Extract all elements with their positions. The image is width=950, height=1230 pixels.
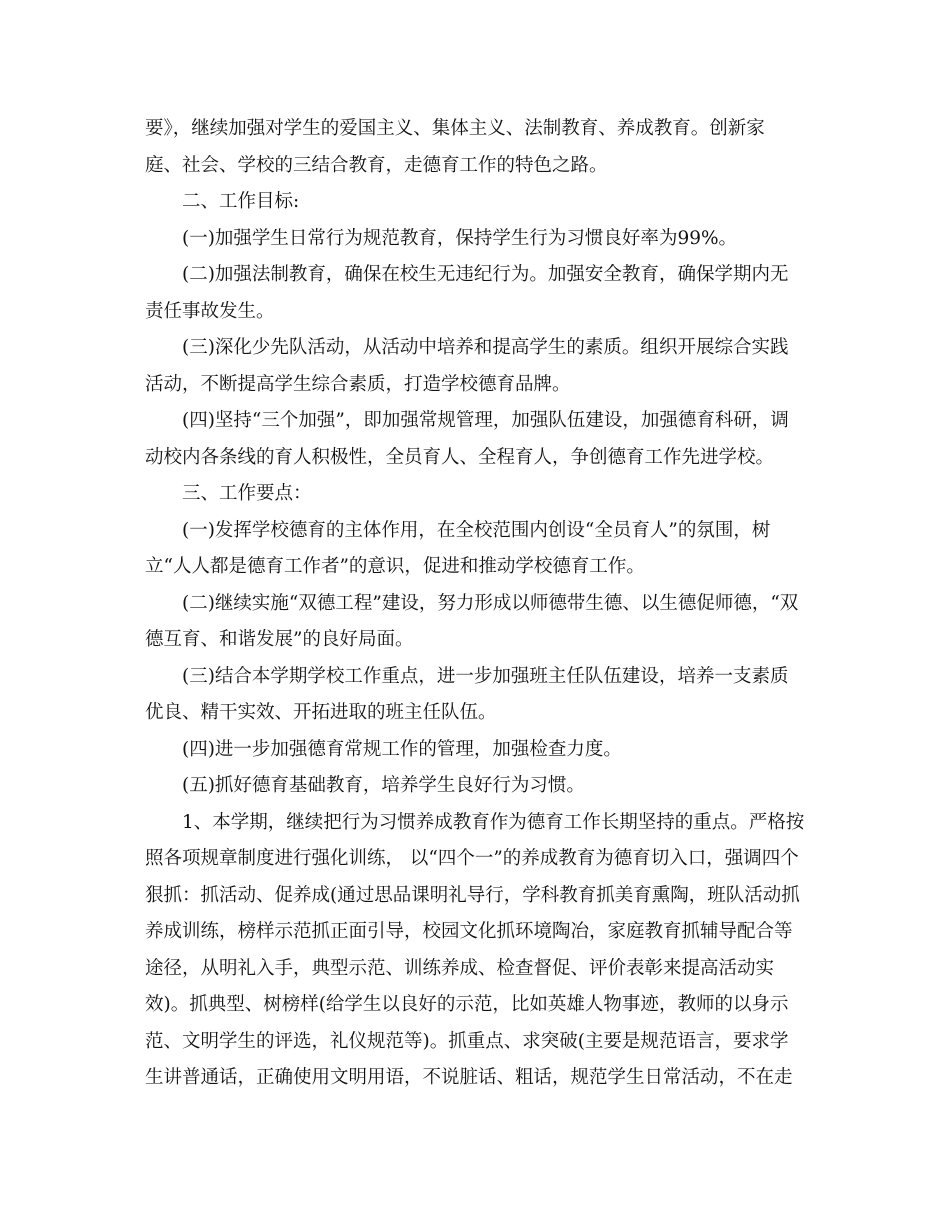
text-line: 狠抓：抓活动、促养成(通过思品课明礼导行，学科教育抓美育熏陶，班队活动抓	[145, 884, 800, 906]
text-line: 1、本学期，继续把行为习惯养成教育作为德育工作长期坚持的重点。严格按	[145, 811, 805, 833]
text-line: 途径，从明礼入手，典型示范、训练养成、检查督促、评价表彰来提高活动实	[145, 957, 775, 979]
text-line: 要》，继续加强对学生的爱国主义、集体主义、法制教育、养成教育。创新家	[145, 118, 765, 139]
text-line: (二)加强法制教育，确保在校生无违纪行为。加强安全教育，确保学期内无	[145, 264, 789, 285]
text-line: 责任事故发生。	[145, 300, 275, 322]
text-line: 照各项规章制度进行强化训练， 以“四个一”的养成教育为德育切入口，强调四个	[145, 848, 799, 869]
section-heading: 三、工作要点：	[145, 483, 312, 504]
text-line: (四)进一步加强德育常规工作的管理，加强检查力度。	[145, 738, 622, 760]
section-heading: 二、工作目标:	[145, 191, 300, 212]
text-line: 立“人人都是德育工作者”的意识，促进和推动学校德育工作。	[145, 556, 645, 577]
text-line: 养成训练，榜样示范抓正面引导，校园文化抓环境陶冶，家庭教育抓辅导配合等	[145, 921, 793, 942]
text-line: 庭、社会、学校的三结合教育，走德育工作的特色之路。	[145, 154, 608, 176]
document-body	[145, 111, 815, 1097]
text-line: 德互育、和谐发展”的良好局面。	[145, 629, 414, 650]
text-line: 范、文明学生的评选，礼仪规范等)。抓重点、求突破(主要是规范语言，要求学	[145, 1030, 789, 1052]
text-line: (二)继续实施“双德工程”建设，努力形成以师德带生德、以生德促师德，“双	[145, 592, 799, 614]
text-line: 活动，不断提高学生综合素质，打造学校德育品牌。	[145, 373, 571, 395]
text-line: (三)结合本学期学校工作重点，进一步加强班主任队伍建设，培养一支素质	[145, 665, 789, 687]
text-line: (五)抓好德育基础教育，培养学生良好行为习惯。	[145, 775, 585, 796]
text-line: 优良、精干实效、开拓进取的班主任队伍。	[145, 702, 497, 723]
text-line: (三)深化少先队活动，从活动中培养和提高学生的素质。组织开展综合实践	[145, 337, 789, 358]
text-line: (一)发挥学校德育的主体作用，在全校范围内创设“全员育人”的氛围，树	[145, 519, 771, 541]
text-line: (四)坚持“三个加强”，即加强常规管理，加强队伍建设，加强德育科研，调	[145, 410, 789, 431]
text-line: 生讲普通话，正确使用文明用语，不说脏话、粗话，规范学生日常活动，不在走	[145, 1067, 793, 1088]
text-line: 效)。抓典型、树榜样(给学生以良好的示范，比如英雄人物事迹，教师的以身示	[145, 994, 789, 1015]
text-line: 动校内各条线的育人积极性，全员育人、全程育人，争创德育工作先进学校。	[145, 446, 775, 468]
text-line: (一)加强学生日常行为规范教育，保持学生行为习惯良好率为99%。	[145, 227, 738, 249]
